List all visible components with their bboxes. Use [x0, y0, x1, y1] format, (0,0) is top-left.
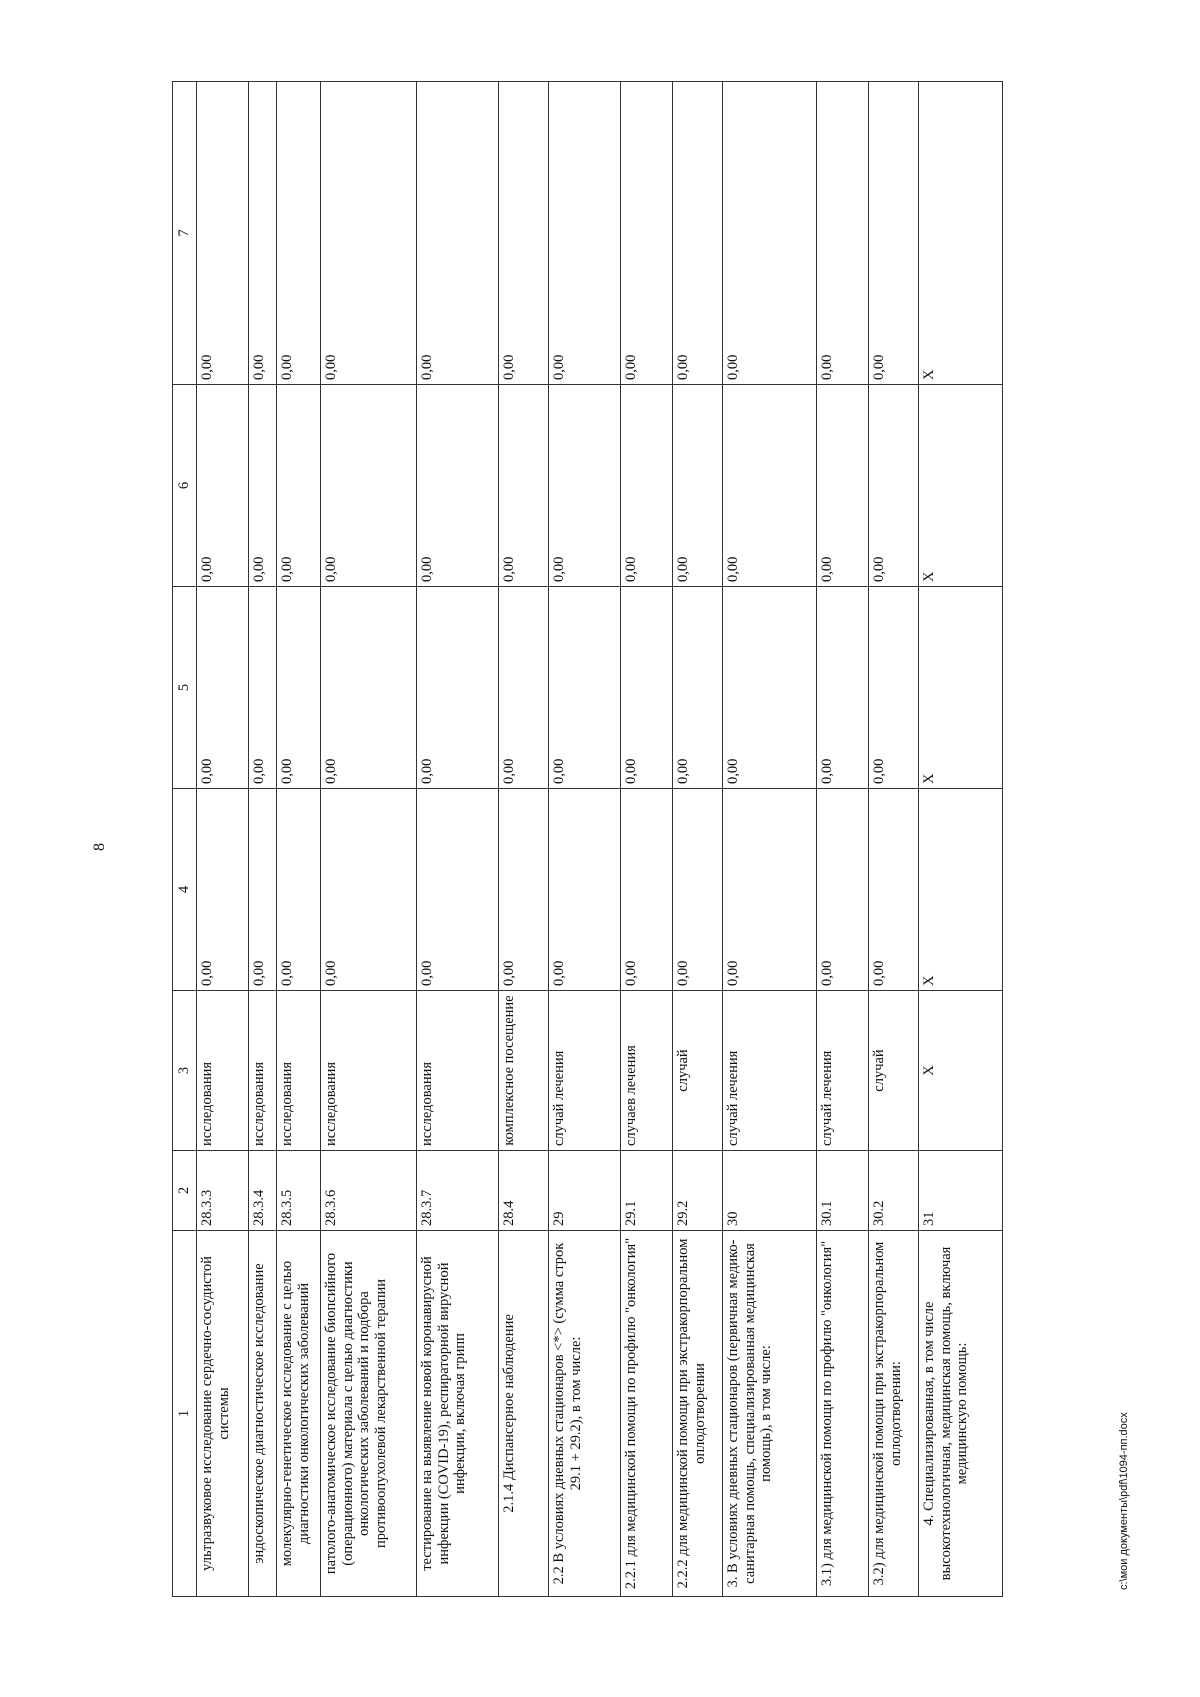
row-value-col7: 0,00 — [417, 82, 499, 385]
row-name: молекулярно-генетическое исследование с целью диагностики онкологических заболеваний — [277, 1231, 321, 1597]
row-value-col5: 0,00 — [499, 587, 549, 789]
table-row — [417, 82, 499, 1597]
row-value-col4: 0,00 — [197, 789, 249, 991]
row-code: 29 — [549, 1151, 621, 1231]
row-name: тестирование на выявление новой коронавирусной инфекции (COVID-19), респираторной вирусной инфекции, включая грипп — [417, 1231, 499, 1597]
row-value-col5: 0,00 — [249, 587, 277, 789]
table-row — [549, 82, 621, 1597]
footer-file-path: c:\мои документы\pdf\1094-пп.docx — [1118, 1412, 1130, 1590]
row-value-col4: 0,00 — [499, 789, 549, 991]
row-value-col5: 0,00 — [197, 587, 249, 789]
footer — [1118, 1412, 1130, 1591]
row-unit: случай лечения — [723, 991, 817, 1151]
row-value-col5: 0,00 — [417, 587, 499, 789]
row-value-col4: 0,00 — [417, 789, 499, 991]
column-header-2: 2 — [173, 1151, 197, 1231]
row-unit: случай лечения — [549, 991, 621, 1151]
row-value-col6: 0,00 — [869, 385, 919, 587]
column-header-4: 4 — [173, 789, 197, 991]
row-value-col6: 0,00 — [673, 385, 723, 587]
row-code: 29.2 — [673, 1151, 723, 1231]
row-name: 2.1.4 Диспансерное наблюдение — [499, 1231, 549, 1597]
row-value-col4: 0,00 — [673, 789, 723, 991]
row-unit: случай лечения — [817, 991, 869, 1151]
row-code: 30 — [723, 1151, 817, 1231]
row-value-col4: 0,00 — [817, 789, 869, 991]
column-header-5: 5 — [173, 587, 197, 789]
row-unit: случай — [869, 991, 919, 1151]
row-name: 2.2 В условиях дневных стационаров <*> (сумма строк 29.1 + 29.2), в том числе: — [549, 1231, 621, 1597]
table-row — [277, 82, 321, 1597]
row-name: 3.1) для медицинской помощи по профилю "онкология" — [817, 1231, 869, 1597]
row-code: 28.4 — [499, 1151, 549, 1231]
row-value-col5: 0,00 — [869, 587, 919, 789]
row-value-col5: 0,00 — [549, 587, 621, 789]
row-unit: случай — [673, 991, 723, 1151]
row-value-col4: 0,00 — [277, 789, 321, 991]
row-value-col7: X — [919, 82, 1003, 385]
column-header-6: 6 — [173, 385, 197, 587]
row-code: 28.3.3 — [197, 1151, 249, 1231]
row-name: 3.2) для медицинской помощи при экстракорпоральном оплодотворении: — [869, 1231, 919, 1597]
row-name: 2.2.2 для медицинской помощи при экстракорпоральном оплодотворении — [673, 1231, 723, 1597]
row-value-col6: 0,00 — [621, 385, 673, 587]
row-unit: X — [919, 991, 1003, 1151]
row-value-col7: 0,00 — [621, 82, 673, 385]
row-code: 28.3.7 — [417, 1151, 499, 1231]
table-header-row — [173, 82, 197, 1597]
row-value-col6: 0,00 — [723, 385, 817, 587]
row-value-col6: 0,00 — [277, 385, 321, 587]
row-value-col7: 0,00 — [249, 82, 277, 385]
row-value-col5: 0,00 — [673, 587, 723, 789]
row-value-col7: 0,00 — [549, 82, 621, 385]
row-value-col5: 0,00 — [817, 587, 869, 789]
table-row — [817, 82, 869, 1597]
table-body — [197, 82, 1003, 1597]
row-value-col7: 0,00 — [499, 82, 549, 385]
rotated-table-container — [172, 82, 1098, 1597]
row-value-col7: 0,00 — [197, 82, 249, 385]
row-code: 28.3.4 — [249, 1151, 277, 1231]
row-code: 28.3.5 — [277, 1151, 321, 1231]
row-name: ультразвуковое исследование сердечно-сосудистой системы — [197, 1231, 249, 1597]
row-unit: исследования — [277, 991, 321, 1151]
row-value-col4: 0,00 — [549, 789, 621, 991]
row-value-col7: 0,00 — [869, 82, 919, 385]
row-value-col6: 0,00 — [817, 385, 869, 587]
row-unit: исследования — [417, 991, 499, 1151]
row-value-col5: 0,00 — [277, 587, 321, 789]
table-row — [919, 82, 1003, 1597]
table-row — [499, 82, 549, 1597]
table-row — [673, 82, 723, 1597]
column-header-3: 3 — [173, 991, 197, 1151]
row-code: 29.1 — [621, 1151, 673, 1231]
row-unit: комплексное посещение — [499, 991, 549, 1151]
row-value-col4: 0,00 — [723, 789, 817, 991]
row-value-col6: 0,00 — [417, 385, 499, 587]
row-name: 3. В условиях дневных стационаров (первичная медико-санитарная помощь, специализированная медицинская помощь), в том числе: — [723, 1231, 817, 1597]
row-value-col6: 0,00 — [249, 385, 277, 587]
row-value-col4: 0,00 — [249, 789, 277, 991]
row-code: 31 — [919, 1151, 1003, 1231]
row-value-col6: 0,00 — [499, 385, 549, 587]
table-row — [869, 82, 919, 1597]
row-code: 30.2 — [869, 1151, 919, 1231]
table-row — [249, 82, 277, 1597]
row-value-col6: X — [919, 385, 1003, 587]
row-value-col5: 0,00 — [723, 587, 817, 789]
row-unit: исследования — [249, 991, 277, 1151]
row-value-col7: 0,00 — [321, 82, 417, 385]
row-code: 30.1 — [817, 1151, 869, 1231]
row-value-col6: 0,00 — [197, 385, 249, 587]
row-unit: исследования — [197, 991, 249, 1151]
row-value-col4: 0,00 — [621, 789, 673, 991]
row-value-col7: 0,00 — [277, 82, 321, 385]
row-value-col6: 0,00 — [321, 385, 417, 587]
table-row — [621, 82, 673, 1597]
column-header-1: 1 — [173, 1231, 197, 1597]
row-value-col7: 0,00 — [673, 82, 723, 385]
row-value-col5: 0,00 — [321, 587, 417, 789]
column-header-7: 7 — [173, 82, 197, 385]
row-name: 2.2.1 для медицинской помощи по профилю "онкология" — [621, 1231, 673, 1597]
row-code: 28.3.6 — [321, 1151, 417, 1231]
row-value-col7: 0,00 — [723, 82, 817, 385]
row-name: 4. Специализированная, в том числе высокотехнологичная, медицинская помощь, включая медицинскую помощь: — [919, 1231, 1003, 1597]
row-value-col5: X — [919, 587, 1003, 789]
row-value-col4: X — [919, 789, 1003, 991]
row-value-col4: 0,00 — [869, 789, 919, 991]
row-unit: исследования — [321, 991, 417, 1151]
row-name: патолого-анатомическое исследование биопсийного (операционного) материала с целью диагностики онкологических заболеваний и подбора противоопухолевой лекарственной терапии — [321, 1231, 417, 1597]
row-value-col5: 0,00 — [621, 587, 673, 789]
table-row — [321, 82, 417, 1597]
table-row — [723, 82, 817, 1597]
row-value-col7: 0,00 — [817, 82, 869, 385]
row-value-col4: 0,00 — [321, 789, 417, 991]
page-number: 8 — [91, 843, 108, 851]
row-unit: случаев лечения — [621, 991, 673, 1151]
row-value-col6: 0,00 — [549, 385, 621, 587]
table-row — [197, 82, 249, 1597]
data-table — [172, 81, 1003, 1597]
row-name: эндоскопическое диагностическое исследование — [249, 1231, 277, 1597]
